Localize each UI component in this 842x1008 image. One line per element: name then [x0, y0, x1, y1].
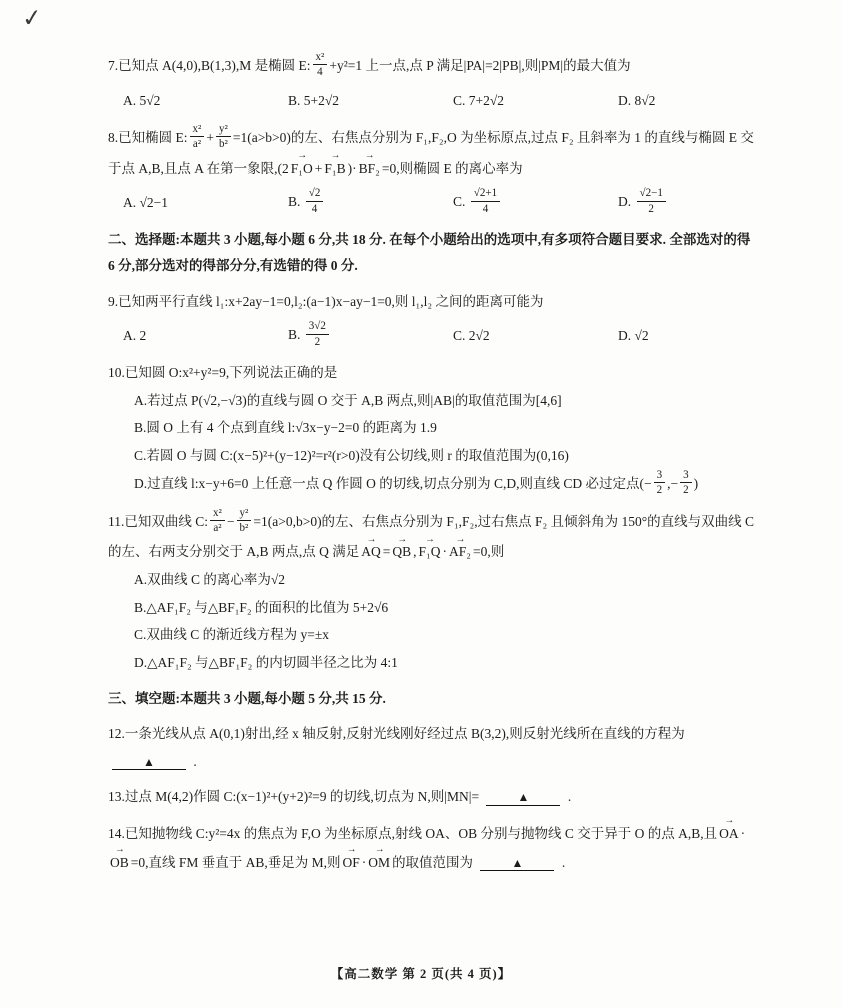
- section-header: 三、填空题:本题共 3 小题,每小题 5 分,共 15 分.: [108, 690, 386, 706]
- fraction: $\frac{\text{x²}}{4}$: [313, 50, 328, 80]
- option: D. √2: [618, 327, 649, 343]
- vector: BF₂ →: [359, 154, 380, 183]
- vector: F₁B →: [324, 154, 345, 183]
- options-row: [108, 321, 754, 351]
- fraction: $\frac{\text{x²}}{\text{a²}}$: [210, 506, 225, 536]
- option: D. 8√2: [618, 93, 656, 109]
- options-row: [108, 188, 754, 218]
- vector: OF →: [343, 848, 360, 877]
- answer-blank: ▲: [480, 857, 554, 872]
- answer-blank: ▲: [486, 791, 560, 806]
- vector: OB →: [110, 848, 129, 877]
- fraction: $\frac{3√2}{2}$: [306, 319, 329, 349]
- fraction: $\frac{\text{x²}}{\text{a²}}$: [190, 122, 205, 152]
- fraction: $\frac{√2-1}{2}$: [637, 186, 666, 216]
- option-line: B.圆 O 上有 4 个点到直线 l:√3x−y−2=0 的距离为 1.9: [134, 420, 437, 436]
- grader-checkmark: ✓: [20, 5, 44, 33]
- vector: OM →: [368, 848, 390, 877]
- option-line: C.双曲线 C 的渐近线方程为 y=±x: [134, 627, 330, 643]
- question-stem: 13.过点 M(4,2)作圆 C:(x−1)²+(y+2)²=9 的切线,切点为 N,则|MN|= ▲ .: [108, 789, 572, 805]
- option-line: D.过直线 l:x−y+6=0 上任意一点 Q 作圆 O 的切线,切点分别为 C,D,则直线 CD 必过定点(− $\frac{3}{2}$ ,− $\frac{3}{2}$ ): [134, 468, 699, 497]
- question-stem: 8.已知椭圆 E: $\frac{\text{x²}}{\text{a²}}$ + $\frac{\text{y²}}{\text{b²}}$ =1(a>b>0)的左、右焦点分别为 F₁,F₂,O 为坐标原点,过点 F₂ 且斜率为 1 的直线与椭圆 E 交于点 A,B,且点 A 在第一象限,(2 F₁O → + F₁B → )· BF₂ → =0,则椭圆 E 的离心率为: [108, 124, 754, 182]
- question-stem: 9.已知两平行直线 l₁:x+2ay−1=0,l₂:(a−1)x−ay−1=0,则 l₁,l₂ 之间的距离可能为: [108, 293, 544, 309]
- option: C. 2√2: [453, 327, 490, 343]
- option: C. 7+2√2: [453, 93, 505, 109]
- fraction: $\frac{3}{2}$: [680, 468, 692, 498]
- question-stem: 7.已知点 A(4,0),B(1,3),M 是椭圆 E: $\frac{\text{x²}}{4}$ +y²=1 上一点,点 P 满足|PA|=2|PB|,则|PM|的最大值为: [108, 51, 631, 79]
- option: A. √2−1: [123, 194, 169, 210]
- question-stem: 11.已知双曲线 C: $\frac{\text{x²}}{\text{a²}}$ − $\frac{\text{y²}}{\text{b²}}$ =1(a>0,b>0)的左、右焦点分别为 F₁,F₂,过右焦点 F₂ 且倾斜角为 150°的直线与双曲线 C 的左、右两支分别交于 A,B 两点,点 Q 满足 AQ → = QB → , F₁Q → · AF₂ → =0,则: [108, 508, 754, 566]
- answer-blank: ▲: [112, 756, 186, 771]
- question-stem: 10.已知圆 O:x²+y²=9,下列说法正确的是: [108, 365, 338, 381]
- option: A. 5√2: [123, 93, 161, 109]
- question-stem: 12.一条光线从点 A(0,1)射出,经 x 轴反射,反射光线刚好经过点 B(3,2),则反射光线所在直线的方程为 ▲ .: [108, 725, 685, 769]
- option: C. $\frac{√2+1}{4}$: [453, 188, 618, 218]
- option: D. $\frac{√2-1}{2}$: [618, 188, 754, 218]
- option-line: B.△AF₁F₂ 与△BF₁F₂ 的面积的比值为 5+2√6: [134, 599, 389, 615]
- vector: F₁O →: [291, 154, 313, 183]
- option: B. $\frac{√2}{4}$: [288, 188, 453, 218]
- section-header: 二、选择题:本题共 3 小题,每小题 6 分,共 18 分. 在每个小题给出的选项中,有多项符合题目要求. 全部选对的得 6 分,部分选对的得部分分,有选错的得 0 分.: [108, 231, 751, 274]
- vector: AF₂ →: [449, 537, 471, 566]
- option: B. 5+2√2: [288, 93, 340, 109]
- option-line: A.双曲线 C 的离心率为√2: [134, 571, 286, 587]
- options-row: [108, 88, 754, 116]
- option: A. 2: [123, 327, 147, 343]
- page-footer: 【高二数学 第 2 页(共 4 页)】: [330, 967, 512, 981]
- question-stem: 14.已知抛物线 C:y²=4x 的焦点为 F,O 为坐标原点,射线 OA、OB 分别与抛物线 C 交于异于 O 的点 A,B,且 OA → ·OB → =0,直线 FM 垂直于 AB,垂足为 M,则 OF → · OM → 的取值范围为 ▲ .: [108, 819, 754, 876]
- exam-content: [108, 44, 754, 876]
- option-line: A.若过点 P(√2,−√3)的直线与圆 O 交于 A,B 两点,则|AB|的取值范围为[4,6]: [134, 392, 562, 408]
- option-line: D.△AF₁F₂ 与△BF₁F₂ 的内切圆半径之比为 4:1: [134, 654, 398, 670]
- fraction: $\frac{\text{y²}}{\text{b²}}$: [237, 506, 252, 536]
- fraction: $\frac{3}{2}$: [654, 468, 666, 498]
- fraction: $\frac{√2+1}{4}$: [471, 186, 500, 216]
- vector: AQ →: [361, 537, 381, 566]
- vector: QB →: [392, 537, 411, 566]
- fraction: $\frac{\text{y²}}{\text{b²}}$: [216, 122, 231, 152]
- fraction: $\frac{√2}{4}$: [306, 186, 324, 216]
- vector: OA →: [719, 819, 739, 848]
- vector: F₁Q →: [419, 537, 441, 566]
- option: B. $\frac{3√2}{2}$: [288, 321, 453, 351]
- option-line: C.若圆 O 与圆 C:(x−5)²+(y−12)²=r²(r>0)没有公切线,则 r 的取值范围为(0,16): [134, 448, 569, 464]
